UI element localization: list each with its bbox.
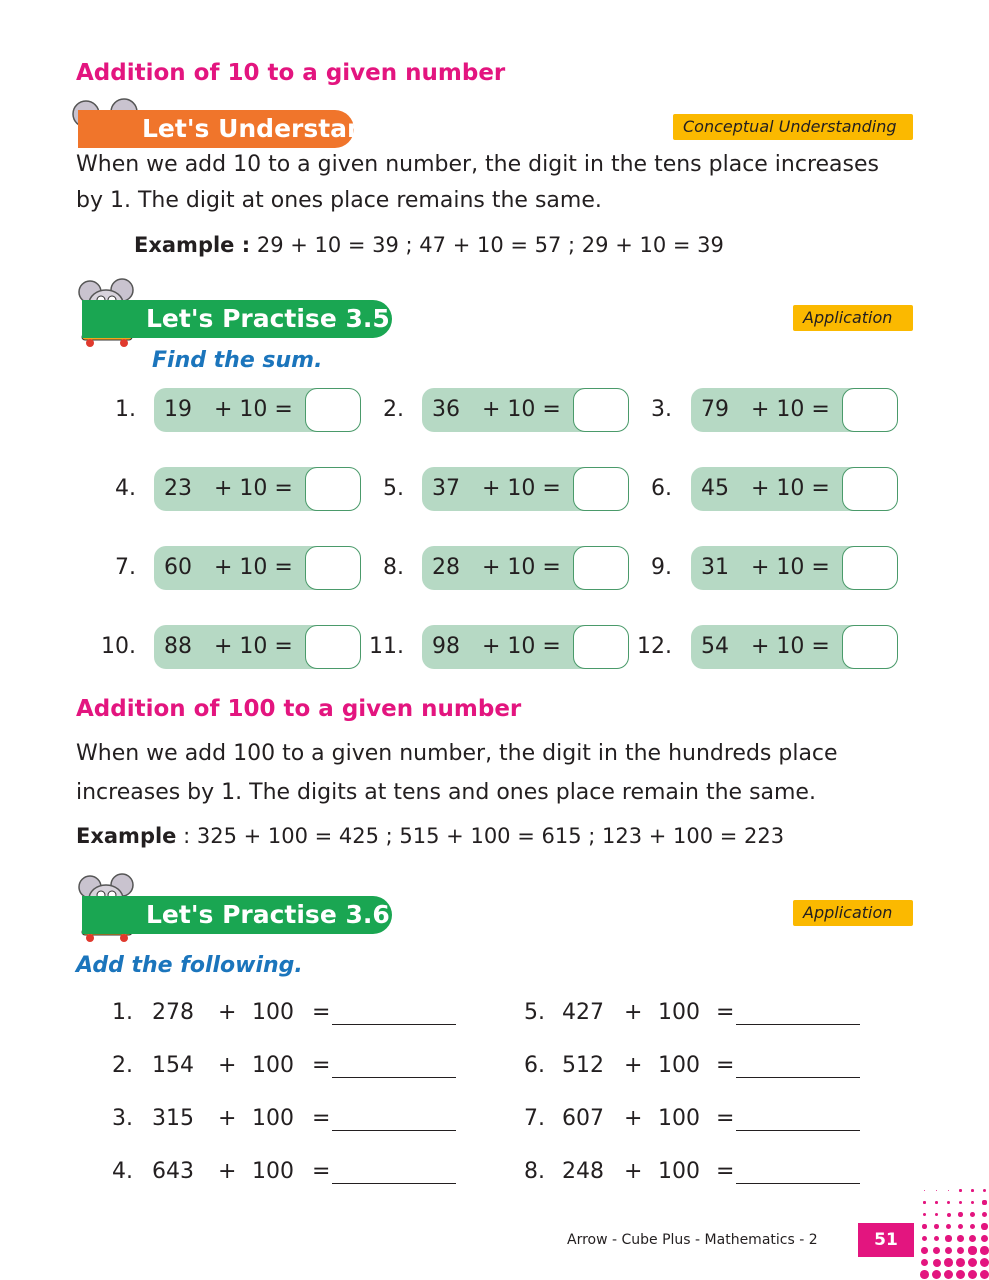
sum-question (691, 546, 897, 590)
question-number: 6. (651, 476, 672, 501)
plus-ten-equals: + 10 = (751, 397, 830, 422)
hundred: 100 (658, 1159, 700, 1184)
sum-question (691, 388, 897, 432)
example-line (134, 233, 724, 257)
plus-ten-equals: + 10 = (482, 397, 561, 422)
decorative-dot (971, 1201, 975, 1205)
example-line (76, 824, 784, 848)
question-number: 2. (112, 1053, 133, 1078)
answer-box[interactable] (842, 625, 898, 669)
decorative-dot (959, 1201, 962, 1204)
paragraph-line: When we add 100 to a given number, the digit in the hundreds place (76, 741, 838, 766)
question-number: 3. (112, 1106, 133, 1131)
decorative-dot (934, 1224, 939, 1229)
example-label: Example : (134, 233, 251, 257)
addend: 79 (701, 397, 729, 422)
lets-practise-3-6-banner: Let's Practise 3.6 (82, 896, 392, 934)
decorative-dot (958, 1212, 962, 1216)
decorative-dot (981, 1223, 987, 1229)
answer-blank[interactable] (332, 1157, 456, 1184)
decorative-dot (922, 1224, 926, 1228)
example-text: 29 + 10 = 39 ; 47 + 10 = 57 ; 29 + 10 = 39 (256, 233, 724, 257)
equals-sign: = (716, 1106, 735, 1131)
answer-box[interactable] (305, 388, 361, 432)
addend: 23 (164, 476, 192, 501)
question-number: 9. (651, 555, 672, 580)
decorative-dot (971, 1189, 974, 1192)
value: 278 (152, 1000, 194, 1025)
decorative-dots-pattern (920, 1186, 989, 1280)
decorative-dot (957, 1235, 964, 1242)
instruction-find-sum: Find the sum. (152, 348, 323, 373)
decorative-dot (946, 1224, 951, 1229)
decorative-dot (980, 1258, 989, 1267)
decorative-dot (970, 1212, 975, 1217)
decorative-dot (921, 1247, 928, 1254)
answer-blank[interactable] (332, 1051, 456, 1078)
addend: 60 (164, 555, 192, 580)
decorative-dot (936, 1190, 937, 1191)
decorative-dot (922, 1236, 927, 1241)
value: 315 (152, 1106, 194, 1131)
paragraph-line: When we add 10 to a given number, the digit in the tens place increases (76, 152, 879, 177)
decorative-dot (935, 1201, 938, 1204)
sum-question (422, 546, 628, 590)
value: 154 (152, 1053, 194, 1078)
decorative-dot (980, 1270, 989, 1279)
decorative-dot (944, 1258, 952, 1266)
decorative-dot (944, 1270, 953, 1279)
hundred: 100 (252, 1053, 294, 1078)
plus-ten-equals: + 10 = (751, 476, 830, 501)
sum-question (691, 467, 897, 511)
question-number: 8. (524, 1159, 545, 1184)
addend: 54 (701, 634, 729, 659)
value: 248 (562, 1159, 604, 1184)
plus-ten-equals: + 10 = (751, 634, 830, 659)
sum-question (154, 388, 360, 432)
section-heading-add-10: Addition of 10 to a given number (76, 60, 506, 86)
question-number: 5. (383, 476, 404, 501)
decorative-dot (968, 1258, 977, 1267)
question-number: 7. (524, 1106, 545, 1131)
value: 427 (562, 1000, 604, 1025)
sum-question (154, 625, 360, 669)
decorative-dot (981, 1235, 988, 1242)
hundred: 100 (658, 1106, 700, 1131)
plus-ten-equals: + 10 = (751, 555, 830, 580)
decorative-dot (932, 1270, 941, 1279)
application-tag: Application (793, 900, 913, 926)
addend: 28 (432, 555, 460, 580)
decorative-dot (948, 1190, 950, 1192)
plus-sign: + (218, 1053, 237, 1078)
plus-sign: + (624, 1000, 643, 1025)
lets-practise-3-5-banner: Let's Practise 3.5 (82, 300, 392, 338)
plus-ten-equals: + 10 = (214, 555, 293, 580)
plus-sign: + (624, 1106, 643, 1131)
question-number: 3. (651, 397, 672, 422)
question-number: 10. (101, 634, 136, 659)
decorative-dot (957, 1247, 965, 1255)
hundred: 100 (658, 1000, 700, 1025)
sum-question (422, 467, 628, 511)
answer-blank[interactable] (736, 1157, 860, 1184)
decorative-dot (970, 1224, 976, 1230)
addend: 31 (701, 555, 729, 580)
instruction-add-following: Add the following. (76, 953, 303, 978)
application-tag: Application (793, 305, 913, 331)
question-number: 4. (112, 1159, 133, 1184)
sum-question (422, 625, 628, 669)
value: 512 (562, 1053, 604, 1078)
example-text: : 325 + 100 = 425 ; 515 + 100 = 615 ; 123 + 100 = 223 (183, 824, 785, 848)
book-title: Arrow - Cube Plus - Mathematics - 2 (567, 1232, 818, 1248)
question-number: 4. (115, 476, 136, 501)
decorative-dot (956, 1258, 965, 1267)
plus-sign: + (624, 1159, 643, 1184)
question-number: 7. (115, 555, 136, 580)
question-number: 6. (524, 1053, 545, 1078)
decorative-dot (958, 1224, 964, 1230)
paragraph-line: by 1. The digit at ones place remains the same. (76, 188, 602, 213)
sum-question (691, 625, 897, 669)
decorative-dot (959, 1189, 961, 1191)
equals-sign: = (312, 1053, 331, 1078)
plus-ten-equals: + 10 = (214, 634, 293, 659)
question-number: 1. (112, 1000, 133, 1025)
decorative-dot (947, 1213, 951, 1217)
answer-box[interactable] (842, 388, 898, 432)
question-number: 2. (383, 397, 404, 422)
plus-sign: + (218, 1106, 237, 1131)
addend: 98 (432, 634, 460, 659)
decorative-dot (945, 1247, 952, 1254)
plus-sign: + (218, 1000, 237, 1025)
conceptual-understanding-tag: Conceptual Understanding (673, 114, 913, 140)
equals-sign: = (716, 1159, 735, 1184)
decorative-dot (945, 1235, 951, 1241)
answer-box[interactable] (305, 546, 361, 590)
sum-question (154, 546, 360, 590)
example-label: Example (76, 824, 177, 848)
decorative-dot (968, 1246, 976, 1254)
addend: 19 (164, 397, 192, 422)
decorative-dot (947, 1201, 950, 1204)
decorative-dot (935, 1213, 939, 1217)
section-heading-add-100: Addition of 100 to a given number (76, 696, 522, 722)
equals-sign: = (312, 1000, 331, 1025)
plus-sign: + (624, 1053, 643, 1078)
decorative-dot (920, 1270, 929, 1279)
equals-sign: = (716, 1053, 735, 1078)
decorative-dot (982, 1212, 987, 1217)
decorative-dot (934, 1236, 940, 1242)
question-number: 8. (383, 555, 404, 580)
sum-question (154, 467, 360, 511)
hundred: 100 (252, 1159, 294, 1184)
question-number: 11. (369, 634, 404, 659)
decorative-dot (921, 1259, 929, 1267)
decorative-dot (968, 1270, 977, 1279)
lets-understand-banner: Let's Understand (78, 110, 354, 148)
addend: 88 (164, 634, 192, 659)
decorative-dot (956, 1270, 965, 1279)
answer-blank[interactable] (332, 998, 456, 1025)
question-number: 5. (524, 1000, 545, 1025)
answer-box[interactable] (573, 467, 629, 511)
answer-blank[interactable] (736, 1051, 860, 1078)
decorative-dot (982, 1200, 986, 1204)
hundred: 100 (658, 1053, 700, 1078)
decorative-dot (924, 1190, 925, 1191)
value: 643 (152, 1159, 194, 1184)
addend: 36 (432, 397, 460, 422)
equals-sign: = (312, 1159, 331, 1184)
hundred: 100 (252, 1000, 294, 1025)
hundred: 100 (252, 1106, 294, 1131)
page-number: 51 (858, 1223, 914, 1257)
plus-ten-equals: + 10 = (214, 397, 293, 422)
equals-sign: = (716, 1000, 735, 1025)
addend: 45 (701, 476, 729, 501)
plus-ten-equals: + 10 = (214, 476, 293, 501)
answer-box[interactable] (573, 625, 629, 669)
answer-box[interactable] (305, 625, 361, 669)
decorative-dot (933, 1247, 940, 1254)
question-number: 1. (115, 397, 136, 422)
answer-box[interactable] (573, 546, 629, 590)
answer-box[interactable] (842, 546, 898, 590)
answer-box[interactable] (573, 388, 629, 432)
answer-box[interactable] (305, 467, 361, 511)
plus-ten-equals: + 10 = (482, 634, 561, 659)
decorative-dot (983, 1189, 986, 1192)
question-number: 12. (637, 634, 672, 659)
answer-blank[interactable] (736, 998, 860, 1025)
decorative-dot (933, 1259, 941, 1267)
answer-blank[interactable] (332, 1104, 456, 1131)
addend: 37 (432, 476, 460, 501)
sum-question (422, 388, 628, 432)
value: 607 (562, 1106, 604, 1131)
equals-sign: = (312, 1106, 331, 1131)
decorative-dot (980, 1246, 989, 1255)
decorative-dot (923, 1201, 925, 1203)
answer-blank[interactable] (736, 1104, 860, 1131)
plus-ten-equals: + 10 = (482, 555, 561, 580)
decorative-dot (923, 1213, 926, 1216)
plus-sign: + (218, 1159, 237, 1184)
decorative-dot (969, 1235, 976, 1242)
plus-ten-equals: + 10 = (482, 476, 561, 501)
answer-box[interactable] (842, 467, 898, 511)
paragraph-line: increases by 1. The digits at tens and ones place remain the same. (76, 780, 816, 805)
